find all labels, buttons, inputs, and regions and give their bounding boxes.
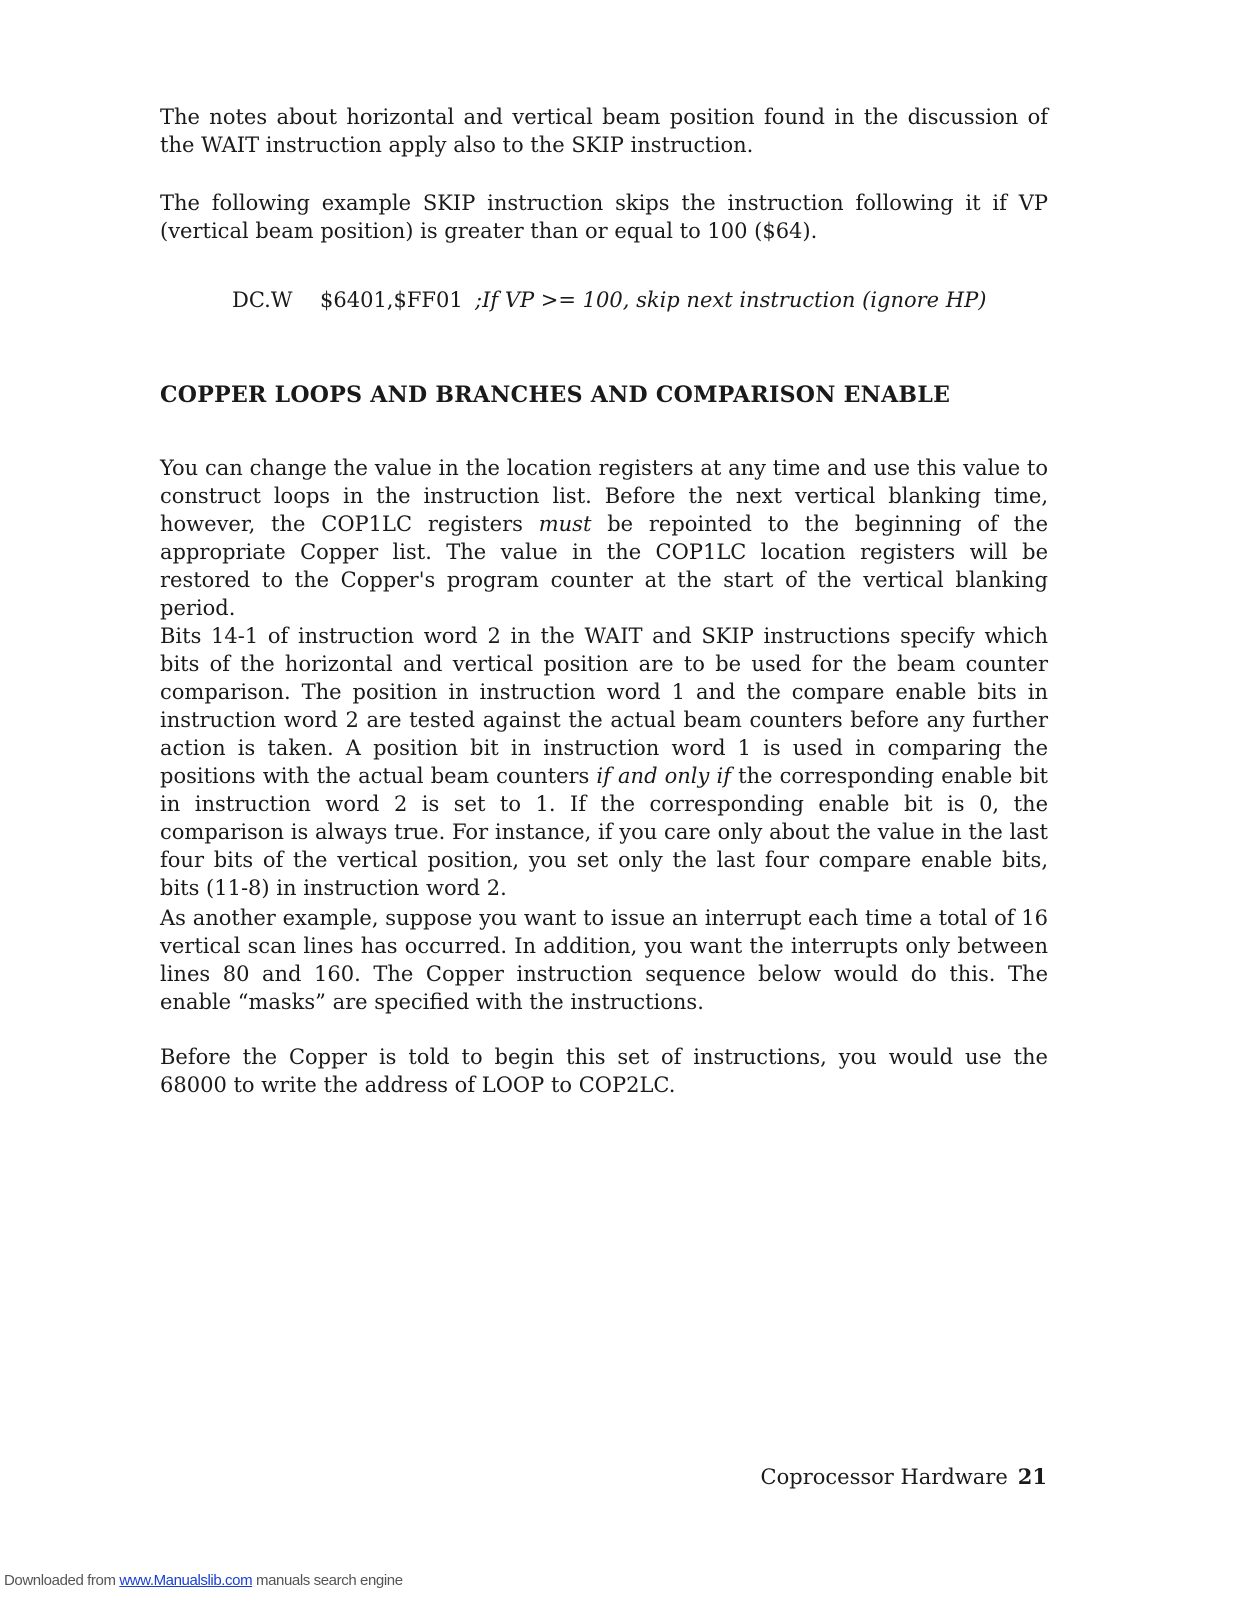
- page-number: 21: [1017, 1464, 1047, 1489]
- paragraph-skip-example-intro: The following example SKIP instruction skips the instruction following it if VP (vertical beam position) is greater than or equal to 100 ($64).: [160, 191, 1048, 243]
- paragraph-text: be repointed to the beginning of the appropriate Copper list. The value in the COP1LC location registers will be restored to the Copper's program counter at the start of the vertical blanking period.: [160, 512, 1049, 620]
- paragraph-interrupt-example: As another example, suppose you want to issue an interrupt each time a total of 16 vertical scan lines has occurred. In addition, you want the interrupts only between lines 80 and 160. The Copper instruction sequence below would do this. The enable “masks” are specified with the instructions.: [160, 906, 1048, 1014]
- paragraph-text: Bits 14-1 of instruction word 2 in the WAIT and SKIP instructions specify which bits of the horizontal and vertical position are to be used for the beam counter comparison. The position in instruction word 1 and the compare enable bits in instruction word 2 are tested against the actual beam counters before any further action is taken. A position bit in instruction word 1 is used in comparing the positions with the actual beam counters: [160, 624, 1048, 788]
- emphasis-text: must: [538, 512, 592, 536]
- code-example: [232, 286, 986, 314]
- paragraph-text: the corresponding enable bit in instruction word 2 is set to 1. If the corresponding enable bit is 0, the comparison is always true. For instance, if you care only about the value in the last four bits of the vertical position, you set only the last four compare enable bits, bits (11-8) in instruction word 2.: [160, 764, 1048, 900]
- paragraph-text: You can change the value in the location registers at any time and use this value to construct loops in the instruction list. Before the next vertical blanking time, however, the COP1LC registers: [160, 456, 1048, 536]
- section-heading: COPPER LOOPS AND BRANCHES AND COMPARISON ENABLE: [160, 382, 951, 408]
- page-footer: [761, 1464, 1047, 1489]
- footer-chapter-title: Coprocessor Hardware: [760, 1465, 1008, 1489]
- download-suffix: manuals search engine: [252, 1572, 403, 1589]
- manualslib-link[interactable]: www.Manualslib.com: [119, 1572, 253, 1589]
- emphasis-text: if and only if: [596, 764, 731, 788]
- code-opcode: DC.W: [232, 288, 293, 312]
- paragraph-beam-position-notes: The notes about horizontal and vertical beam position found in the discussion of the WAIT instruction apply also to the SKIP instruction.: [160, 105, 1048, 157]
- download-note: [4, 1572, 403, 1589]
- paragraph-compare-enable-bits: [160, 622, 1048, 902]
- paragraph-location-registers: [160, 454, 1048, 622]
- code-operands: $6401,$FF01: [320, 288, 463, 312]
- download-prefix: Downloaded from: [4, 1572, 120, 1589]
- paragraph-cop2lc-setup: Before the Copper is told to begin this set of instructions, you would use the 68000 to write the address of LOOP to COP2LC.: [160, 1045, 1048, 1097]
- code-comment: ;If VP >= 100, skip next instruction (ignore HP): [475, 288, 987, 312]
